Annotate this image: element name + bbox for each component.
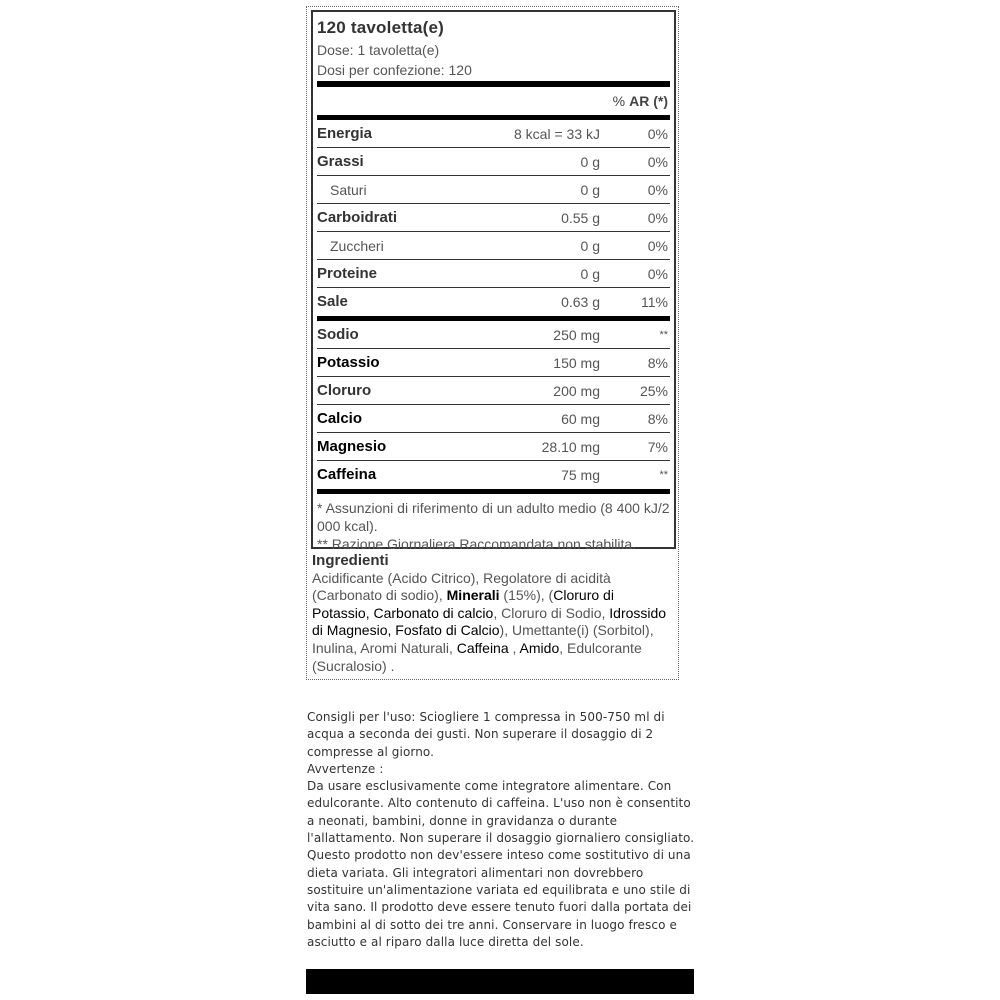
ingredient-highlight: Minerali	[446, 587, 500, 604]
nutrient-percent: 0%	[647, 265, 668, 282]
nutrient-value: 150 mg	[553, 354, 600, 371]
nutrient-name: Energia	[317, 125, 373, 142]
nutrient-rows-main	[317, 120, 670, 315]
nutrient-name: Caffeina	[317, 466, 377, 483]
nutrient-percent: 25%	[639, 382, 668, 399]
nutrient-row-energia	[317, 120, 670, 148]
nutrient-value: 0.63 g	[561, 293, 600, 310]
usage-directions: Consigli per l'uso: Sciogliere 1 compressa in 500-750 ml di acqua a seconda dei gusti. Non superare il dosaggio di 2 compresse al giorno.	[307, 710, 665, 759]
nutrient-rows-minerals	[317, 321, 670, 488]
warnings-text: Da usare esclusivamente come integratore alimentare. Con edulcorante. Alto contenuto di caffeina. L'uso non è consentito a neonati, bambini, donne in gravidanza o durante l'allattamento. Non superare il dosaggio giornaliero consigliato. Questo prodotto non dev'essere inteso come sostitutivo di una dieta variata. Gli integratori alimentari non dovrebbero sostituire un'alimentazione variata ed equilibrata e uno stile di vita sano. Il prodotto deve essere tenuto fuori dalla portata dei bambini al di sotto dei tre anni. Conservare in luogo fresco e asciutto e al riparo dalla luce diretta del sole.	[307, 779, 695, 949]
nutrient-value: 0.55 g	[561, 209, 600, 226]
usage-and-warnings	[307, 709, 699, 951]
nutrient-name: Cloruro	[317, 382, 372, 399]
nutrient-row-magnesio	[317, 433, 670, 461]
nutrient-value: 0 g	[580, 265, 600, 282]
nutrient-name: Zuccheri	[330, 237, 384, 254]
nutrient-name: Sale	[317, 293, 348, 310]
ingredient-highlight: Caffeina	[456, 639, 509, 656]
black-footer-bar	[306, 969, 694, 994]
ingredients-title: Ingredienti	[312, 552, 389, 569]
ingredient-text: ), Umettante(i) (Sorbitol), Inulina, Aromi Naturali,	[312, 622, 654, 656]
nutrient-value: 60 mg	[561, 410, 600, 427]
nutrient-percent: 0%	[647, 125, 668, 142]
ingredient-highlight: Amido	[519, 639, 560, 656]
nutrient-name: Carboidrati	[317, 209, 398, 226]
nutrient-value: 0 g	[580, 237, 600, 254]
nutrient-row-zuccheri	[317, 232, 670, 260]
ingredient-highlight: Idrossido di Magnesio, Fosfato di Calcio	[312, 604, 667, 639]
nutrient-percent: **	[659, 468, 668, 481]
nutrient-value: 8 kcal = 33 kJ	[514, 125, 600, 142]
nutrient-percent: 0%	[647, 209, 668, 226]
nutrient-name: Grassi	[317, 153, 364, 170]
warnings-title: Avvertenze :	[307, 761, 384, 776]
nutrient-value: 250 mg	[553, 326, 600, 343]
nutrient-percent: 8%	[647, 410, 668, 427]
nutrient-row-saturi	[317, 176, 670, 204]
nutrient-row-grassi	[317, 148, 670, 176]
nutrient-row-sodio	[317, 321, 670, 349]
ingredient-text: , Cloruro di Sodio,	[493, 604, 610, 621]
ingredients-section	[312, 552, 674, 675]
nutrient-name: Sodio	[317, 326, 359, 343]
servings-per-pack: Dosi per confezione: 120	[317, 62, 472, 78]
nutrient-value: 0 g	[580, 181, 600, 198]
nutrient-row-proteine	[317, 260, 670, 288]
nutrient-name: Potassio	[317, 354, 380, 371]
ingredient-text: ,	[508, 639, 520, 656]
nutrient-percent: 8%	[647, 354, 668, 371]
column-header	[317, 87, 670, 114]
nutrient-name: Saturi	[330, 181, 367, 198]
nutrition-facts-label	[311, 10, 676, 552]
footnote-reference-intake: * Assunzioni di riferimento di un adulto medio (8 400 kJ/2 000 kcal).	[317, 500, 670, 534]
nutrient-percent: **	[659, 328, 668, 341]
nutrient-percent: 11%	[641, 293, 668, 310]
nutrient-percent: 0%	[647, 181, 668, 198]
ingredient-text: Acidificante (Acido Citrico), Regolatore di acidità (Carbonato di sodio),	[312, 569, 611, 604]
nutrient-row-calcio	[317, 405, 670, 433]
header-ar: AR (*)	[629, 92, 668, 109]
ingredient-text: , Edulcorante (Sucralosio) .	[312, 639, 642, 674]
ingredients-list	[312, 570, 674, 676]
ingredient-text: (15%), (	[499, 587, 554, 604]
serving-count-title: 120 tavoletta(e)	[317, 18, 444, 37]
nutrient-percent: 7%	[647, 438, 668, 455]
nutrient-name: Proteine	[317, 265, 378, 282]
nutrient-percent: 0%	[647, 237, 668, 254]
footnotes	[317, 494, 670, 553]
nutrient-name: Magnesio	[317, 438, 387, 455]
serving-size: Dose: 1 tavoletta(e)	[317, 42, 440, 58]
footnote-no-rda: ** Razione Giornaliera Raccomandata non stabilita.	[317, 536, 637, 552]
nutrient-value: 200 mg	[553, 382, 600, 399]
nutrient-name: Calcio	[317, 410, 363, 427]
nutrient-row-caffeina	[317, 461, 670, 488]
nutrient-value: 28.10 mg	[541, 438, 600, 455]
header-percent: %	[612, 92, 626, 109]
ingredient-highlight: Cloruro di Potassio, Carbonato di calcio	[312, 587, 614, 621]
nutrient-value: 75 mg	[561, 466, 600, 483]
nutrient-row-sale	[317, 288, 670, 315]
nutrient-row-potassio	[317, 349, 670, 377]
nutrient-percent: 0%	[647, 153, 668, 170]
nutrient-row-cloruro	[317, 377, 670, 405]
nutrient-value: 0 g	[580, 153, 600, 170]
nutrient-row-carboidrati	[317, 204, 670, 232]
